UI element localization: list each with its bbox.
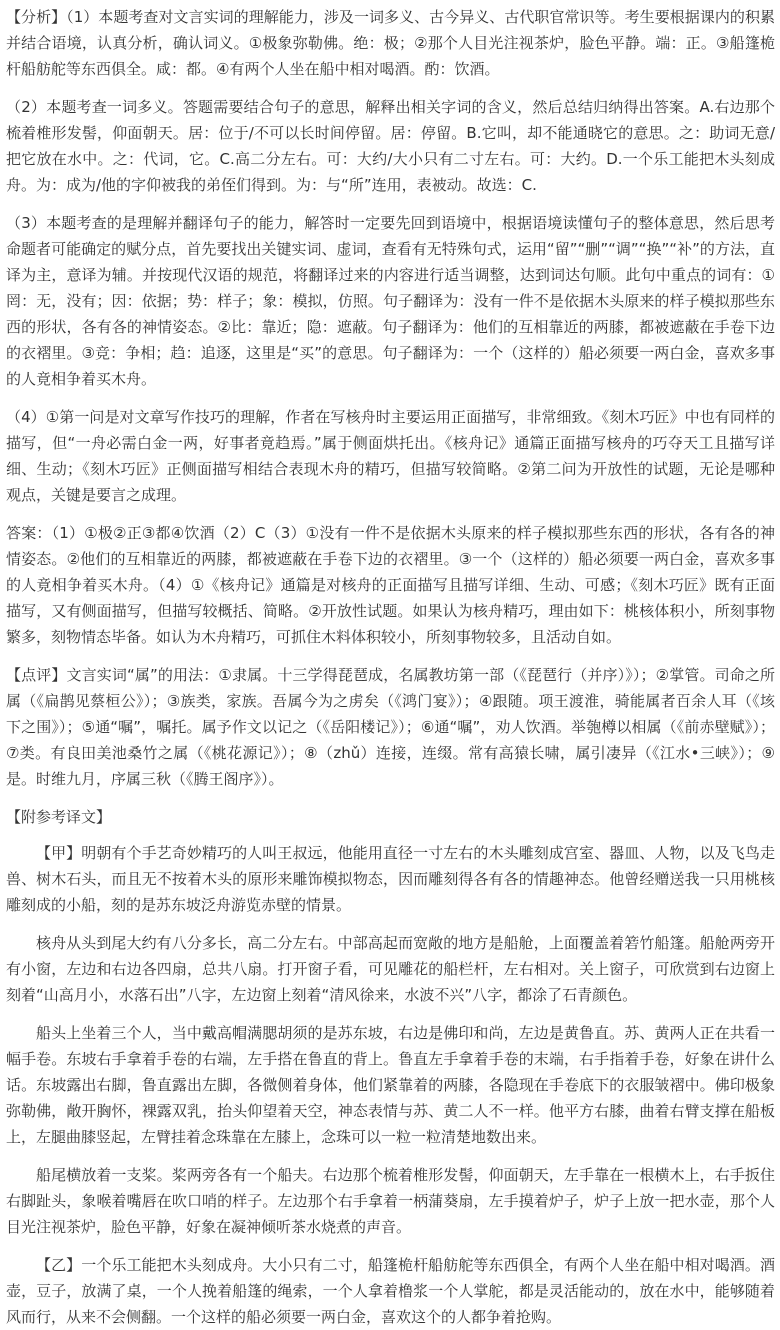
answer-paragraph: 答案：（1）①极②正③都④饮酒（2）C（3）①没有一件不是依据木头原来的样子模拟那些东西的形状，各有各的神情姿态。②他们的互相靠近的两膝，都被遮蔽在手卷下边的衣褶里。③一个（这样的）船必须要一两白金，喜欢多事的人竟相争着买木舟。（4）①《核舟记》通篇是对核舟的正面描写且描写详细、生动、可感；《刻木巧匠》既有正面描写，又有侧面描写，但描写较概括、简略。②开放性试题。如果认为核舟精巧，理由如下：桃核体积小，所刻事物繁多，刻物情态毕备。如认为木舟精巧，可抓住木料体积较小，所刻事物较多，且活动自如。 [6,524,775,646]
translation-jia-paragraph-3: 船头上坐着三个人，当中戴高帽满腮胡须的是苏东坡，右边是佛印和尚，左边是黄鲁直。苏、黄两人正在共看一幅手卷。东坡右手拿着手卷的右端，左手搭在鲁直的背上。鲁直左手拿着手卷的末端，右手指着手卷，好象在讲什么话。东坡露出右脚，鲁直露出左脚，各微侧着身体，他们紧靠着的两膝，各隐现在手卷底下的衣服皱褶中。佛印极象弥勒佛，敞开胸怀，裸露双乳，抬头仰望着天空，神态表情与苏、黄二人不一样。他平方右膝，曲着右臂支撑在船板上，左腿曲膝竖起，左臂挂着念珠靠在左膝上，念珠可以一粒一粒清楚地数出来。 [6,1024,775,1146]
comment-paragraph: 【点评】文言实词“属”的用法：①隶属。十三学得琵琶成，名属教坊第一部（《琵琶行（并序）》）；②掌管。司命之所属（《扁鹊见蔡桓公》）；③族类，家族。吾属今为之虏矣（《鸿门宴》）；④跟随。项王渡淮，骑能属者百余人耳（《垓下之围》）；⑤通“嘱”，嘱托。属予作文以记之（《岳阳楼记》）；⑥通“嘱”，劝人饮酒。举匏樽以相属（《前赤壁赋》）；⑦类。有良田美池桑竹之属（《桃花源记》）；⑧（zhǔ）连接，连缀。常有高猿长啸，属引凄异（《江水•三峡》）；⑨是。时维九月，序属三秋（《腾王阁序》）。 [6,666,775,788]
translation-jia-paragraph-1: 【甲】明朝有个手艺奇妙精巧的人叫王叔远，他能用直径一寸左右的木头雕刻成宫室、器皿、人物，以及飞鸟走兽、树木石头，而且无不按着木头的原形来雕饰模拟物态，因而雕刻得各有各的情趣神态。他曾经赠送我一只用桃核雕刻成的小船，刻的是苏东坡泛舟游览赤壁的情景。 [6,844,775,914]
translation-jia-paragraph-2: 核舟从头到尾大约有八分多长，高二分左右。中部高起而宽敞的地方是船舱，上面覆盖着箬竹船篷。船舱两旁开有小窗，左边和右边各四扇，总共八扇。打开窗子看，可见雕花的船栏杆，左右相对。关上窗子，可欣赏到右边窗上刻着“山高月小，水落石出”八字，左边窗上刻着“清风徐来，水波不兴”八字，都涂了石青颜色。 [6,934,775,1004]
analysis-paragraph-2: （2）本题考查一词多义。答题需要结合句子的意思，解释出相关字词的含义，然后总结归纳得出答案。A.右边那个梳着椎形发髻，仰面朝天。居：位于/不可以长时间停留。居：停留。B.它叫，却不能通晓它的意思。之：助词无意/把它放在水中。之：代词，它。C.高二分左右。可：大约/大小只有二寸左右。可：大约。D.一个乐工能把木头刻成舟。为：成为/他的字仰被我的弟侄们得到。为：与“所”连用，表被动。故选：C. [6,98,775,194]
analysis-paragraph-4: （4）①第一问是对文章写作技巧的理解，作者在写核舟时主要运用正面描写，非常细致。《刻木巧匠》中也有同样的描写，但“一舟必需白金一两，好事者竟趋焉。”属于侧面烘托出。《核舟记》通篇正面描写核舟的巧夺天工且描写详细、生动；《刻木巧匠》正侧面描写相结合表现木舟的精巧，但描写较简略。②第二问为开放性的试题，无论是哪种观点，关键是要言之成理。 [6,408,775,504]
translation-yi-paragraph: 【乙】一个乐工能把木头刻成舟。大小只有二寸，船篷桅杆船舫舵等东西俱全，有两个人坐在船中相对喝酒。酒壶，豆子，放满了桌，一个人挽着船篷的绳索，一个人拿着橹浆一个人掌舵，都是灵活能动的，放在水中，能够随着风而行，从来不会侧翻。一个这样的船必须要一两白金，喜欢这个的人都争着抢购。 [6,1256,775,1326]
translation-jia-paragraph-4: 船尾横放着一支桨。桨两旁各有一个船夫。右边那个梳着椎形发髻，仰面朝天，左手靠在一根横木上，右手扳住右脚趾头，象喉着嘴唇在吹口哨的样子。左边那个右手拿着一柄蒲葵扇，左手摸着炉子，炉子上放一把水壶，那个人目光注视茶炉，脸色平静，好象在凝神倾听茶水烧煮的声音。 [6,1166,775,1236]
translation-heading: 【附参考译文】 [6,808,112,826]
analysis-paragraph-1: 【分析】（1）本题考查对文言实词的理解能力，涉及一词多义、古今异义、古代职官常识等。考生要根据课内的积累并结合语境，认真分析，确认词义。①极象弥勒佛。绝：极；②那个人目光注视茶炉，脸色平静。端：正。③船篷桅杆船舫舵等东西俱全。咸：都。④有两个人坐在船中相对喝酒。酌：饮酒。 [6,8,775,78]
analysis-paragraph-3: （3）本题考查的是理解并翻译句子的能力，解答时一定要先回到语境中，根据语境读懂句子的整体意思，然后思考命题者可能确定的赋分点，首先要找出关键实词、虚词，查看有无特殊句式，运用“留”“删”“调”“换”“补”的方法，直译为主，意译为辅。并按现代汉语的规范，将翻译过来的内容进行适当调整，达到词达句顺。此句中重点的词有：①罔：无，没有；因：依据；势：样子；象：模拟，仿照。句子翻译为：没有一件不是依据木头原来的样子模拟那些东西的形状，各有各的神情姿态。②比：靠近；隐：遮蔽。句子翻译为：他们的互相靠近的两膝，都被遮蔽在手卷下边的衣褶里。③竞：争相；趋：追逐，这里是“买”的意思。句子翻译为：一个（这样的）船必须要一两白金，喜欢多事的人竟相争着买木舟。 [6,214,775,388]
